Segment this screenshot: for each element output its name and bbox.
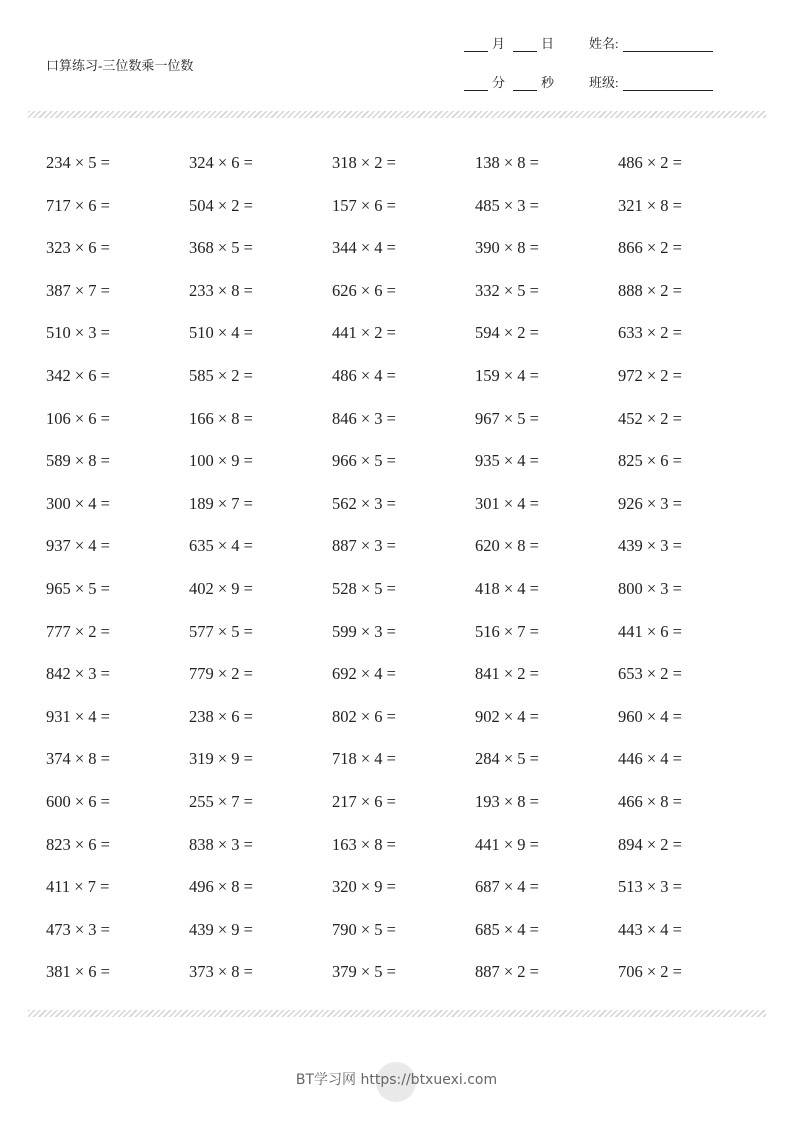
problem-item: 510 × 4 =: [189, 323, 253, 343]
problem-item: 390 × 8 =: [475, 238, 539, 258]
problem-item: 620 × 8 =: [475, 536, 539, 556]
problem-item: 802 × 6 =: [332, 706, 396, 726]
problem-item: 321 × 8 =: [618, 195, 682, 215]
problem-grid: [46, 151, 761, 1003]
problem-item: 441 × 9 =: [475, 834, 539, 854]
bottom-divider: [28, 1010, 766, 1017]
problem-item: 562 × 3 =: [332, 493, 396, 513]
problem-item: 217 × 6 =: [332, 791, 396, 811]
problem-item: 485 × 3 =: [475, 195, 539, 215]
problem-item: 513 × 3 =: [618, 877, 682, 897]
problem-item: 387 × 7 =: [46, 280, 110, 300]
problem-item: 324 × 6 =: [189, 153, 253, 172]
day-label: 日: [541, 36, 555, 51]
problem-item: 838 × 3 =: [189, 834, 253, 854]
problem-item: 589 × 8 =: [46, 451, 110, 471]
problem-item: 935 × 4 =: [475, 451, 539, 471]
problem-item: 692 × 4 =: [332, 664, 396, 684]
day-blank: [513, 37, 537, 52]
problem-item: 301 × 4 =: [475, 493, 539, 513]
problem-item: 594 × 2 =: [475, 323, 539, 343]
problem-item: 706 × 2 =: [618, 962, 682, 982]
problem-item: 504 × 2 =: [189, 195, 253, 215]
problem-item: 599 × 3 =: [332, 621, 396, 641]
class-blank: [623, 76, 713, 91]
worksheet-title: 口算练习-三位数乘一位数: [46, 58, 194, 73]
problem-item: 344 × 4 =: [332, 238, 396, 258]
minute-blank: [464, 76, 488, 91]
problem-item: 966 × 5 =: [332, 451, 396, 471]
problem-item: 653 × 2 =: [618, 664, 682, 684]
problem-item: 894 × 2 =: [618, 834, 682, 854]
problem-item: 342 × 6 =: [46, 365, 110, 385]
problem-item: 486 × 4 =: [332, 365, 396, 385]
problem-item: 106 × 6 =: [46, 408, 110, 428]
name-line: [589, 33, 713, 52]
problem-item: 937 × 4 =: [46, 536, 110, 556]
problem-item: 779 × 2 =: [189, 664, 253, 684]
problem-item: 626 × 6 =: [332, 280, 396, 300]
problem-item: 965 × 5 =: [46, 578, 110, 598]
problem-item: 379 × 5 =: [332, 962, 396, 982]
problem-item: 320 × 9 =: [332, 877, 396, 897]
problem-item: 600 × 6 =: [46, 791, 110, 811]
problem-item: 373 × 8 =: [189, 962, 253, 982]
time-line: [464, 72, 562, 91]
problem-item: 585 × 2 =: [189, 365, 253, 385]
problem-item: 439 × 3 =: [618, 536, 682, 556]
month-label: 月: [492, 36, 506, 51]
month-blank: [464, 37, 488, 52]
name-label: 姓名:: [589, 36, 619, 51]
problem-item: 163 × 8 =: [332, 834, 396, 854]
problem-item: 319 × 9 =: [189, 749, 253, 769]
name-blank: [623, 37, 713, 52]
second-blank: [513, 76, 537, 91]
problem-item: 284 × 5 =: [475, 749, 539, 769]
problem-item: 441 × 2 =: [332, 323, 396, 343]
problem-item: 402 × 9 =: [189, 578, 253, 598]
problem-item: 777 × 2 =: [46, 621, 110, 641]
problem-item: 189 × 7 =: [189, 493, 253, 513]
problem-item: 902 × 4 =: [475, 706, 539, 726]
problem-item: 446 × 4 =: [618, 749, 682, 769]
problem-item: 496 × 8 =: [189, 877, 253, 897]
problem-item: 685 × 4 =: [475, 919, 539, 939]
problem-item: 486 × 2 =: [618, 153, 682, 172]
problem-item: 926 × 3 =: [618, 493, 682, 513]
problem-item: 800 × 3 =: [618, 578, 682, 598]
problem-item: 823 × 6 =: [46, 834, 110, 854]
problem-item: 234 × 5 =: [46, 153, 110, 172]
problem-item: 441 × 6 =: [618, 621, 682, 641]
problem-item: 841 × 2 =: [475, 664, 539, 684]
problem-item: 233 × 8 =: [189, 280, 253, 300]
class-line: [589, 72, 713, 91]
problem-item: 790 × 5 =: [332, 919, 396, 939]
problem-item: 368 × 5 =: [189, 238, 253, 258]
problem-item: 887 × 2 =: [475, 962, 539, 982]
problem-item: 635 × 4 =: [189, 536, 253, 556]
problem-item: 687 × 4 =: [475, 877, 539, 897]
problem-item: 887 × 3 =: [332, 536, 396, 556]
problem-item: 846 × 3 =: [332, 408, 396, 428]
minute-label: 分: [492, 75, 506, 90]
problem-item: 528 × 5 =: [332, 578, 396, 598]
class-label: 班级:: [589, 75, 619, 90]
problem-item: 516 × 7 =: [475, 621, 539, 641]
problem-item: 633 × 2 =: [618, 323, 682, 343]
problem-item: 300 × 4 =: [46, 493, 110, 513]
top-divider: [28, 111, 766, 118]
problem-item: 100 × 9 =: [189, 451, 253, 471]
problem-item: 323 × 6 =: [46, 238, 110, 258]
problem-item: 318 × 2 =: [332, 153, 396, 172]
problem-item: 418 × 4 =: [475, 578, 539, 598]
problem-item: 842 × 3 =: [46, 664, 110, 684]
problem-item: 443 × 4 =: [618, 919, 682, 939]
problem-item: 255 × 7 =: [189, 791, 253, 811]
problem-item: 439 × 9 =: [189, 919, 253, 939]
problem-item: 717 × 6 =: [46, 195, 110, 215]
problem-item: 718 × 4 =: [332, 749, 396, 769]
problem-item: 166 × 8 =: [189, 408, 253, 428]
second-label: 秒: [541, 75, 555, 90]
problem-item: 332 × 5 =: [475, 280, 539, 300]
problem-item: 866 × 2 =: [618, 238, 682, 258]
problem-item: 972 × 2 =: [618, 365, 682, 385]
problem-item: 577 × 5 =: [189, 621, 253, 641]
problem-item: 157 × 6 =: [332, 195, 396, 215]
problem-item: 374 × 8 =: [46, 749, 110, 769]
problem-item: 931 × 4 =: [46, 706, 110, 726]
problem-item: 510 × 3 =: [46, 323, 110, 343]
problem-item: 381 × 6 =: [46, 962, 110, 982]
problem-item: 473 × 3 =: [46, 919, 110, 939]
problem-item: 159 × 4 =: [475, 365, 539, 385]
problem-item: 138 × 8 =: [475, 153, 539, 172]
problem-item: 825 × 6 =: [618, 451, 682, 471]
problem-item: 411 × 7 =: [46, 877, 110, 897]
problem-item: 466 × 8 =: [618, 791, 682, 811]
footer-text: BT学习网 https://btxuexi.com: [295, 1072, 498, 1088]
problem-item: 452 × 2 =: [618, 408, 682, 428]
problem-item: 238 × 6 =: [189, 706, 253, 726]
date-line: [464, 33, 562, 52]
problem-item: 960 × 4 =: [618, 706, 682, 726]
problem-item: 193 × 8 =: [475, 791, 539, 811]
problem-item: 967 × 5 =: [475, 408, 539, 428]
problem-item: 888 × 2 =: [618, 280, 682, 300]
